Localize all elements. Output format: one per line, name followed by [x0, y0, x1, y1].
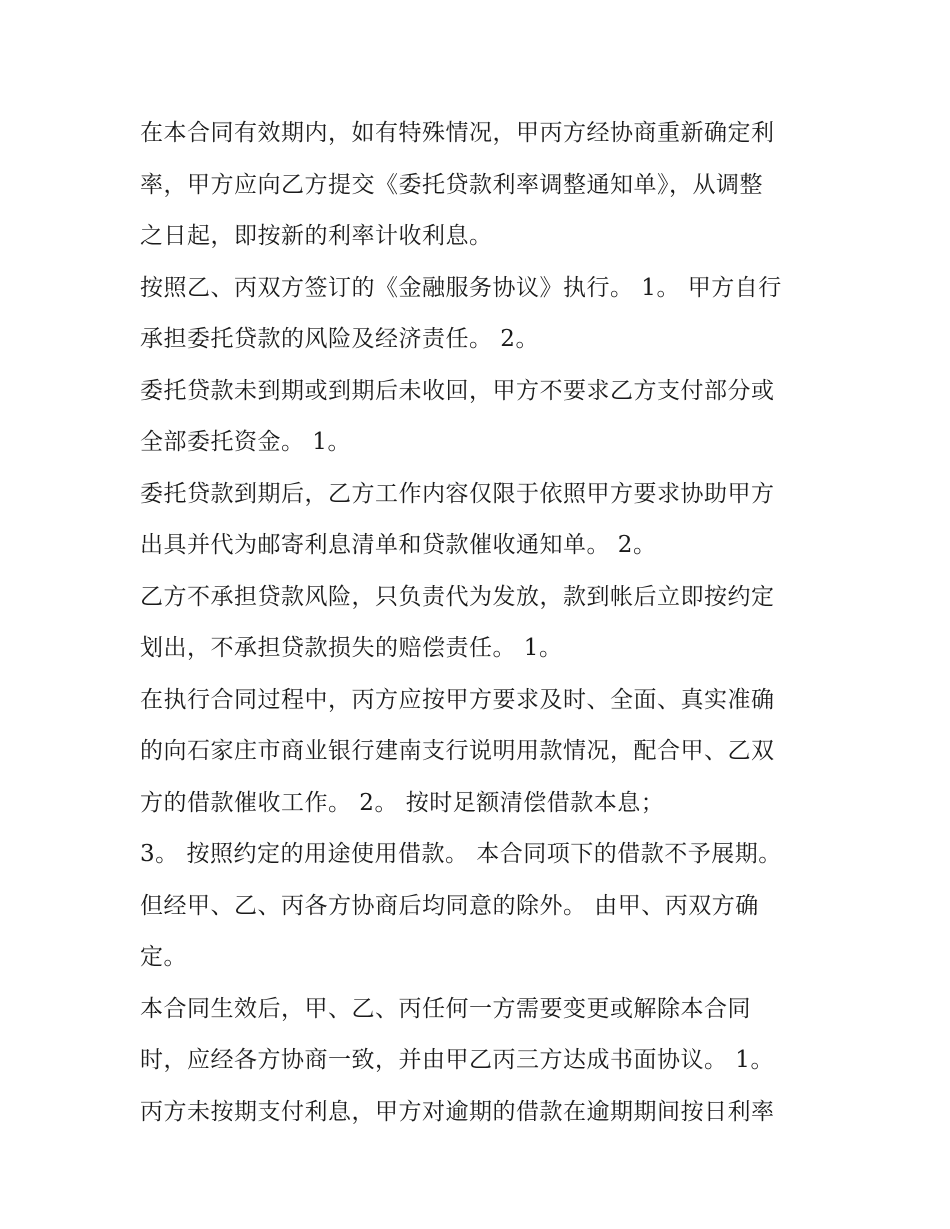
text-line: 3。 按照约定的用途使用借款。 本合同项下的借款不予展期。 — [140, 841, 782, 867]
text-line: 出具并代为邮寄利息清单和贷款催收通知单。 2。 — [140, 532, 657, 558]
text-line: 方的借款催收工作。 2。 按时足额清偿借款本息； — [140, 789, 665, 816]
text-line: 按照乙、丙双方签订的《金融服务协议》执行。 1。 甲方自行 — [140, 274, 782, 301]
text-line: 但经甲、乙、丙各方协商后均同意的除外。 由甲、丙双方确 — [140, 892, 759, 919]
text-line: 丙方未按期支付利息，甲方对逾期的借款在逾期期间按日利率 — [140, 1098, 775, 1125]
text-line: 在执行合同过程中，丙方应按甲方要求及时、全面、真实准确 — [140, 686, 775, 713]
document-body — [140, 108, 820, 1138]
text-line: 之日起，即按新的利率计收利息。 — [140, 223, 493, 249]
text-line: 本合同生效后，甲、乙、丙任何一方需要变更或解除本合同 — [140, 995, 751, 1022]
text-line: 率，甲方应向乙方提交《委托贷款利率调整通知单》，从调整 — [140, 171, 763, 198]
text-line: 委托贷款未到期或到期后未收回，甲方不要求乙方支付部分或 — [140, 377, 775, 404]
text-line: 委托贷款到期后，乙方工作内容仅限于依照甲方要求协助甲方 — [140, 480, 775, 507]
text-line: 乙方不承担贷款风险，只负责代为发放，款到帐后立即按约定 — [140, 583, 775, 610]
text-line: 全部委托资金。 1。 — [140, 429, 351, 455]
text-line: 的向石家庄市商业银行建南支行说明用款情况，配合甲、乙双 — [140, 738, 775, 764]
text-line: 划出，不承担贷款损失的赔偿责任。 1。 — [140, 635, 563, 661]
text-line: 在本合同有效期内，如有特殊情况，甲丙方经协商重新确定利 — [140, 120, 775, 146]
text-line: 承担委托贷款的风险及经济责任。 2。 — [140, 326, 539, 352]
text-line: 定。 — [140, 944, 187, 970]
text-line: 时，应经各方协商一致，并由甲乙丙三方达成书面协议。 1。 — [140, 1047, 774, 1073]
